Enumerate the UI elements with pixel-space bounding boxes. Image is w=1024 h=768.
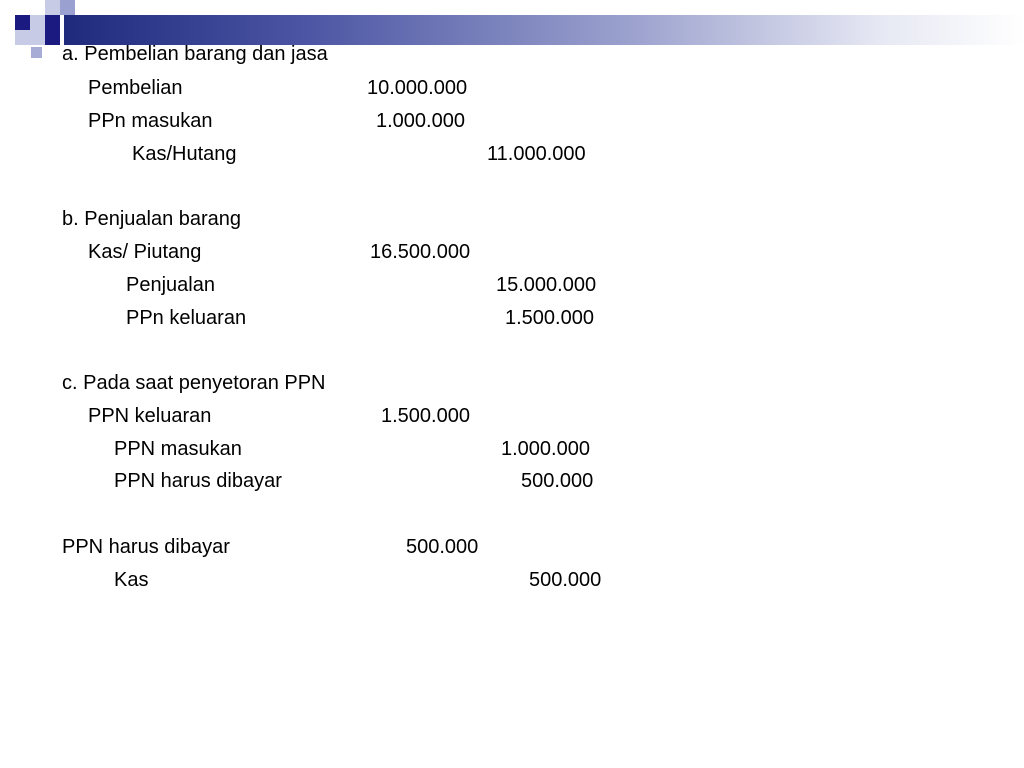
entry-label: PPN keluaran xyxy=(88,405,212,427)
header-gradient-bar xyxy=(64,15,1024,45)
entry-debit: 500.000 xyxy=(406,536,479,558)
entry-label: PPN harus dibayar xyxy=(114,470,282,492)
entry-debit: 16.500.000 xyxy=(370,241,471,263)
section-b-heading: b. Penjualan barang xyxy=(62,208,242,230)
entry-label: Penjualan xyxy=(126,274,215,296)
entry-label: Kas/Hutang xyxy=(132,143,237,165)
entry-credit: 500.000 xyxy=(521,470,594,492)
entry-label: Pembelian xyxy=(88,77,183,99)
square-bullet-icon xyxy=(31,47,42,58)
entry-credit: 1.500.000 xyxy=(505,307,594,329)
entry-credit: 500.000 xyxy=(529,569,602,591)
entry-credit: 11.000.000 xyxy=(487,143,586,165)
entry-label: PPN harus dibayar xyxy=(62,536,230,558)
entry-label: PPn keluaran xyxy=(126,307,247,329)
entry-label: Kas/ Piutang xyxy=(88,241,202,263)
entry-debit: 1.000.000 xyxy=(376,110,465,132)
section-a-heading: a. Pembelian barang dan jasa xyxy=(62,43,328,65)
entry-label: PPN masukan xyxy=(114,438,242,460)
entry-label: Kas xyxy=(114,569,149,591)
entry-credit: 1.000.000 xyxy=(501,438,590,460)
entry-credit: 15.000.000 xyxy=(496,274,597,296)
entry-debit: 1.500.000 xyxy=(381,405,470,427)
entry-debit: 10.000.000 xyxy=(367,77,468,99)
entry-label: PPn masukan xyxy=(88,110,213,132)
section-c-heading: c. Pada saat penyetoran PPN xyxy=(62,372,326,394)
